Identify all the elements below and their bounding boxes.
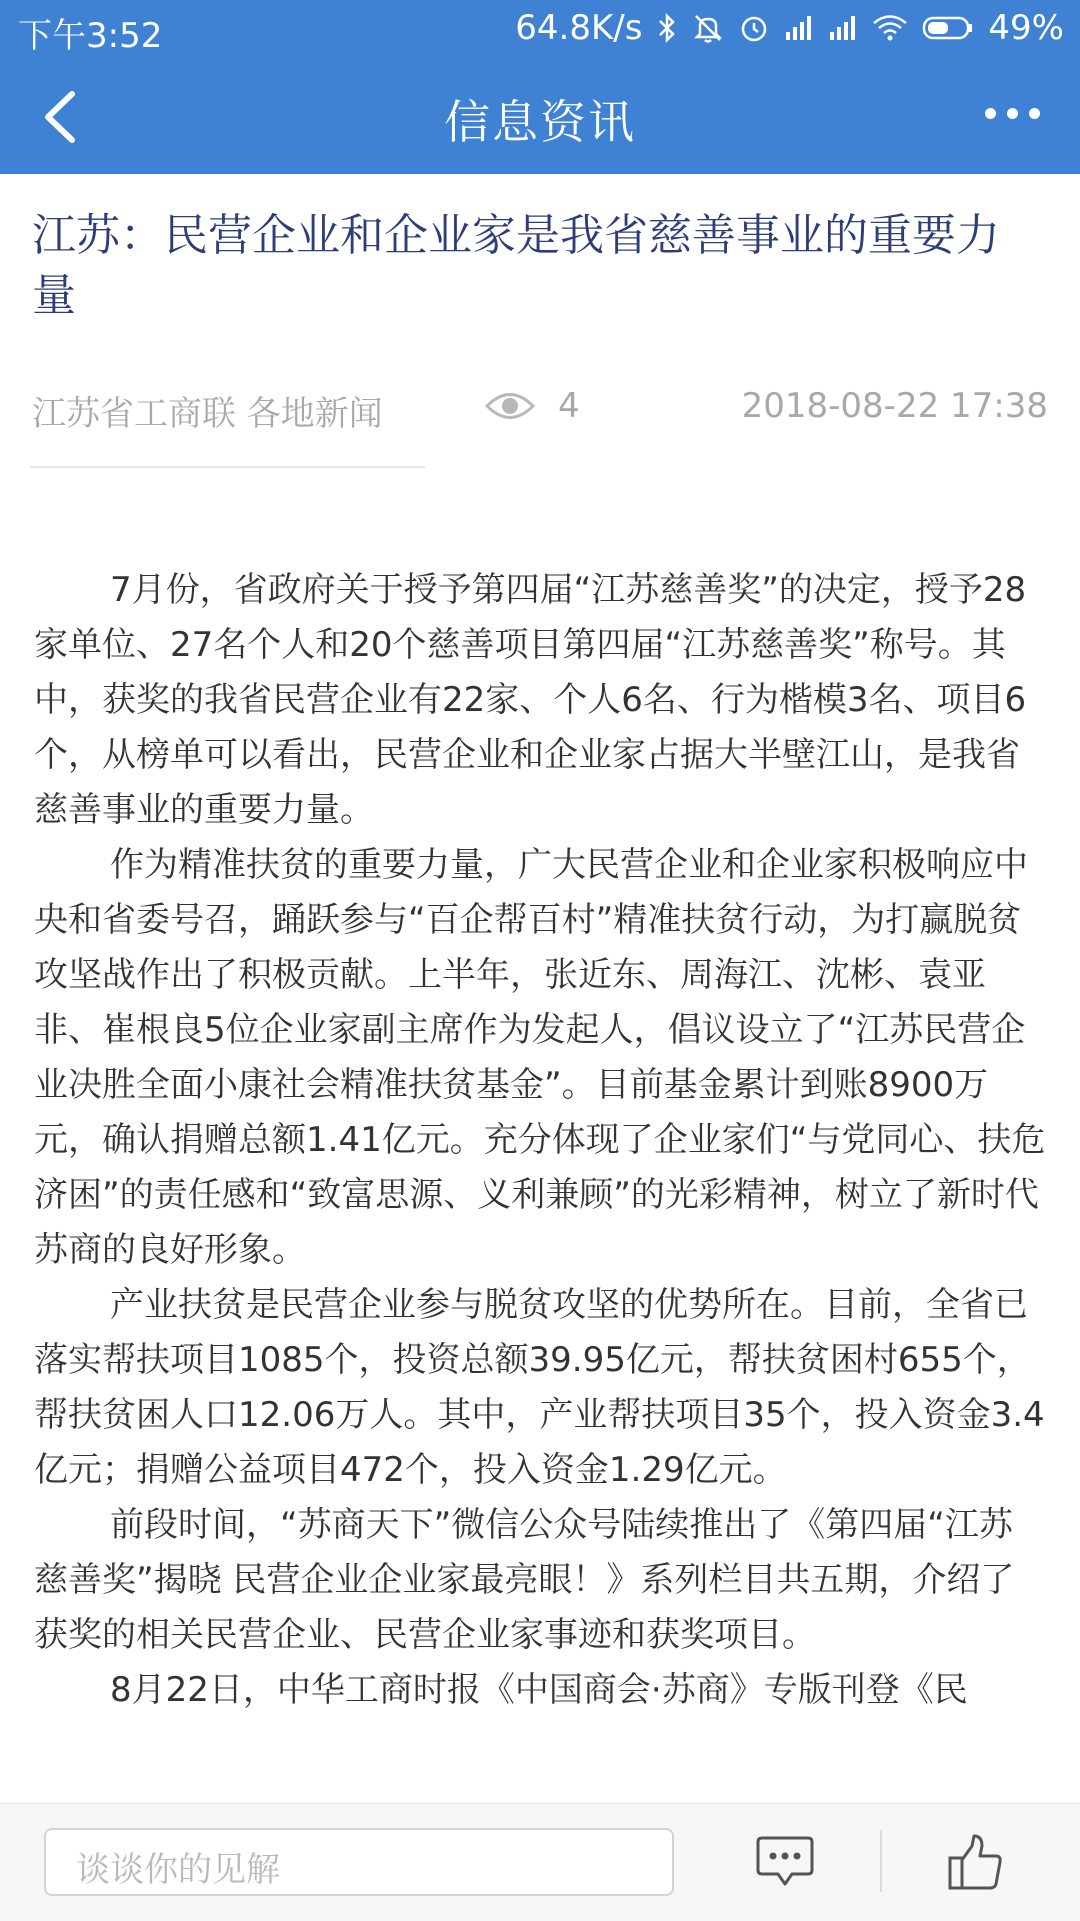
more-dots-icon (1029, 108, 1040, 119)
status-icons (515, 8, 1064, 48)
like-button[interactable] (946, 1832, 1004, 1892)
bluetooth-icon (656, 12, 678, 44)
content-fade (34, 1745, 1046, 1785)
article-body (34, 563, 1046, 1785)
article-paragraph: 前段时间，“苏商天下”微信公众号陆续推出了《第四届“江苏慈善奖”揭晓 民营企业企业家最亮眼！》系列栏目共五期，介绍了获奖的相关民营企业、民营企业家事迹和获奖项目。 (34, 1505, 1015, 1655)
more-dots-icon (1007, 108, 1018, 119)
thumbs-up-icon (946, 1832, 1004, 1892)
toolbar-divider (880, 1830, 882, 1892)
more-dots-icon (985, 108, 996, 119)
bottom-toolbar (0, 1803, 1080, 1921)
article-paragraph: 产业扶贫是民营企业参与脱贫攻坚的优势所在。目前，全省已落实帮扶项目1085个，投资总额39.95亿元，帮扶贫困村655个，帮扶贫困人口12.06万人。其中，产业帮扶项目35个，投入资金3.4亿元；捐赠公益项目472个，投入资金1.29亿元。 (34, 1285, 1045, 1490)
signal-icon (784, 14, 814, 42)
status-bar (0, 0, 1080, 56)
header-bar (0, 56, 1080, 174)
more-button[interactable] (985, 108, 1040, 119)
comment-input[interactable]: 谈谈你的见解 (44, 1828, 674, 1896)
status-time: 下午3:52 (18, 16, 163, 56)
page-title: 信息资讯 (444, 95, 636, 149)
network-speed: 64.8K/s (515, 8, 643, 48)
article-title: 江苏：民营企业和企业家是我省慈善事业的重要力量 (32, 210, 1000, 321)
comment-bubble-icon (754, 1834, 816, 1890)
battery-percent: 49% (988, 8, 1064, 48)
mute-icon (692, 12, 724, 44)
eye-icon (484, 389, 536, 423)
signal-icon (828, 14, 858, 42)
article-paragraph: 作为精准扶贫的重要力量，广大民营企业和企业家积极响应中央和省委号召，踊跃参与“百企帮百村”精准扶贫行动，为打赢脱贫攻坚战作出了积极贡献。上半年，张近东、周海江、沈彬、袁亚非、崔根良5位企业家副主席作为发起人，倡议设立了“江苏民营企业决胜全面小康社会精准扶贫基金”。目前基金累计到账8900万元，确认捐赠总额1.41亿元。充分体现了企业家们“与党同心、扶危济困”的责任感和“致富思源、义利兼顾”的光彩精神，树立了新时代苏商的良好形象。 (34, 845, 1046, 1270)
view-count (484, 386, 580, 426)
article-date: 2018-08-22 17:38 (741, 386, 1048, 426)
alarm-icon (738, 12, 770, 44)
article-meta (32, 386, 1048, 434)
comment-button[interactable] (754, 1834, 816, 1890)
battery-icon (922, 15, 974, 41)
article-paragraph: 7月份，省政府关于授予第四届“江苏慈善奖”的决定，授予28家单位、27名个人和20个慈善项目第四届“江苏慈善奖”称号。其中，获奖的我省民营企业有22家、个人6名、行为楷模3名、项目6个，从榜单可以看出，民营企业和企业家占据大半壁江山，是我省慈善事业的重要力量。 (34, 570, 1027, 830)
view-count-value: 4 (558, 386, 580, 426)
wifi-icon (872, 14, 908, 42)
meta-divider (30, 466, 425, 468)
article-paragraph: 8月22日，中华工商时报《中国商会·苏商》专版刊登《民 (110, 1670, 968, 1710)
article-source: 江苏省工商联 各地新闻 (32, 394, 383, 434)
